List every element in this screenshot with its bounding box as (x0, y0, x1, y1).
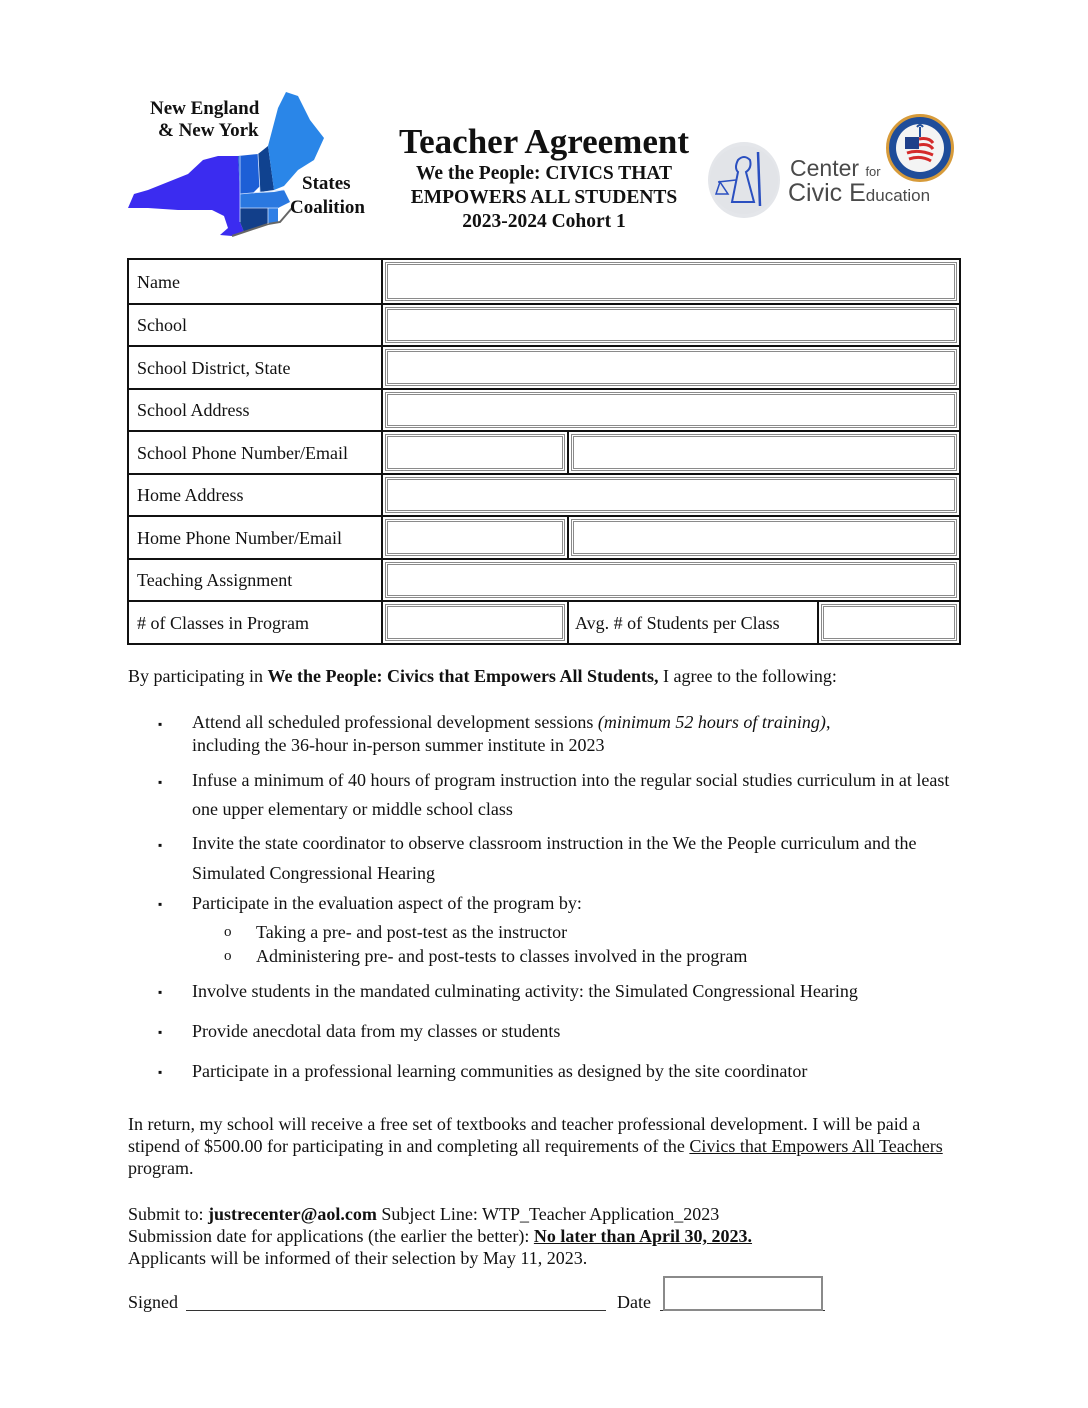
cce-civic-word: Civic E (788, 179, 866, 207)
name-input[interactable] (388, 265, 954, 298)
bullet-square-icon: ▪ (158, 838, 163, 852)
compensation-text-end: program. (128, 1158, 194, 1178)
school-address-field-box (385, 392, 957, 429)
sub-item-text: Administering pre- and post-tests to classes involved in the program (256, 946, 748, 966)
cohort-label: 2023-2024 Cohort 1 (462, 211, 626, 232)
school-phone-email-label: School Phone Number/Email (129, 432, 383, 473)
school-phone-field-box (385, 434, 565, 471)
new-england-new-york-coalition-logo (128, 90, 383, 240)
teacher-info-table (127, 258, 961, 645)
school-phone-input[interactable] (388, 437, 562, 468)
logo-text-top (150, 98, 259, 142)
submit-to-label: Submit to: (128, 1204, 209, 1224)
program-subtitle-1: We the People: CIVICS THAT (415, 163, 673, 184)
deadline-date: No later than April 30, 2023. (533, 1226, 753, 1246)
item-text-line2: including the 36-hour in-person summer institute in 2023 (192, 735, 605, 755)
program-name-underlined: Civics that Empowers All Teachers (689, 1136, 943, 1156)
signature-row (128, 1276, 828, 1316)
school-field-box (385, 307, 957, 344)
district-label: School District, State (129, 347, 383, 388)
list-item-text: Infuse a minimum of 40 hours of program instruction into the regular social studies curriculum in at least one upper elementary or middle school class (192, 770, 950, 819)
compensation-paragraph (128, 1113, 948, 1179)
logo-line-3: States (302, 173, 351, 194)
program-name-bold: We the People: Civics that Empowers All Students, (267, 666, 659, 686)
document-title: Teacher Agreement (399, 122, 689, 161)
home-email-input[interactable] (574, 522, 954, 553)
bullet-square-icon: ▪ (158, 717, 163, 731)
avg-students-input[interactable] (824, 607, 954, 638)
submit-to-line (128, 1203, 752, 1225)
form-row-school-address (129, 388, 959, 431)
bullet-square-icon: ▪ (158, 897, 163, 911)
logo-line-1: New England (150, 98, 260, 119)
home-phone-email-label: Home Phone Number/Email (129, 517, 383, 558)
submission-instructions (128, 1203, 752, 1269)
home-address-input[interactable] (388, 480, 954, 511)
list-item-text: Involve students in the mandated culminating activity: the Simulated Congressional Hearing (192, 981, 858, 1001)
item-text-end: , (825, 712, 831, 732)
school-label: School (129, 305, 383, 346)
form-row-district (129, 345, 959, 388)
teaching-assignment-input[interactable] (388, 565, 954, 596)
home-email-field-box (571, 519, 957, 556)
school-email-field-box (571, 434, 957, 471)
item-italic-note: (minimum 52 hours of training) (597, 712, 826, 732)
notification-date-line: Applicants will be informed of their selection by May 11, 2023. (128, 1248, 588, 1268)
intro-suffix: I agree to the following: (658, 666, 837, 686)
item-text: Attend all scheduled professional development sessions (192, 712, 598, 732)
home-address-label: Home Address (129, 475, 383, 516)
logo-text-bottom (290, 172, 365, 220)
bullet-square-icon: ▪ (158, 775, 163, 789)
compensation-text: In return, my school will receive a free set of textbooks and teacher professional development. I will be paid a stipend of $500.00 for participating in and completing all requirements of the (128, 1114, 921, 1156)
home-phone-input[interactable] (388, 522, 562, 553)
form-row-teaching-assignment (129, 558, 959, 601)
bullet-square-icon: ▪ (158, 1025, 163, 1039)
cce-text-line2 (788, 180, 930, 209)
school-district-input[interactable] (388, 352, 954, 383)
logo-line-4: Coalition (290, 197, 365, 218)
document-title-block (388, 122, 700, 234)
classes-field-box (385, 604, 565, 641)
date-input[interactable] (665, 1278, 821, 1309)
form-row-classes (129, 600, 959, 643)
classes-label: # of Classes in Program (129, 602, 383, 643)
list-item-text: Participate in a professional learning communities as designed by the site coordinator (192, 1061, 808, 1081)
form-row-school (129, 303, 959, 346)
cce-center-word: Center (790, 155, 860, 181)
sub-item-text: Taking a pre- and post-test as the instructor (256, 922, 568, 942)
list-item-text: Provide anecdotal data from my classes or students (192, 1021, 561, 1041)
school-address-label: School Address (129, 390, 383, 431)
agreement-intro (128, 665, 837, 687)
classes-count-input[interactable] (388, 607, 562, 638)
form-row-name (129, 260, 959, 303)
avg-students-label: Avg. # of Students per Class (567, 602, 819, 643)
teaching-assignment-label: Teaching Assignment (129, 560, 383, 601)
cell-divider (567, 517, 569, 558)
date-label: Date (617, 1292, 651, 1312)
school-email-input[interactable] (574, 437, 954, 468)
circle-bullet-icon: o (224, 924, 232, 940)
list-item-text (192, 711, 964, 757)
home-phone-field-box (385, 519, 565, 556)
program-subtitle-2: EMPOWERS ALL STUDENTS (410, 187, 678, 208)
bullet-square-icon: ▪ (158, 1065, 163, 1079)
lady-justice-seal-icon (708, 142, 780, 218)
deadline-label: Submission date for applications (the earlier the better): (128, 1226, 534, 1246)
deadline-line (128, 1225, 752, 1247)
form-row-school-phone-email (129, 430, 959, 473)
center-for-civic-education-logo (706, 112, 958, 220)
school-input[interactable] (388, 310, 954, 341)
list-item-text: Invite the state coordinator to observe classroom instruction in the We the People curriculum and the Simulated Congressional Hearing (192, 833, 917, 883)
cell-divider (567, 432, 569, 473)
logo-line-2: & New York (158, 120, 259, 141)
name-field-box (385, 262, 957, 301)
form-row-home-address (129, 473, 959, 516)
intro-prefix: By participating in (128, 666, 268, 686)
school-address-input[interactable] (388, 395, 954, 426)
submit-email-link[interactable]: justrecenter@aol.com (208, 1204, 377, 1224)
signature-line[interactable] (186, 1310, 606, 1311)
circle-bullet-icon: o (224, 948, 232, 964)
form-row-home-phone-email (129, 515, 959, 558)
cce-education-word: ducation (865, 186, 931, 205)
avg-students-field-box (821, 604, 957, 641)
subject-line-text: Subject Line: WTP_Teacher Application_2023 (376, 1204, 720, 1224)
list-item-text: Participate in the evaluation aspect of the program by: (192, 893, 582, 913)
name-label: Name (129, 260, 383, 303)
flag-seal-icon (886, 114, 954, 182)
teaching-assignment-field-box (385, 562, 957, 599)
bullet-square-icon: ▪ (158, 985, 163, 999)
date-field-box (663, 1276, 823, 1311)
cce-for-word: for (865, 164, 881, 179)
district-field-box (385, 349, 957, 386)
signed-label: Signed (128, 1292, 179, 1312)
home-address-field-box (385, 477, 957, 514)
